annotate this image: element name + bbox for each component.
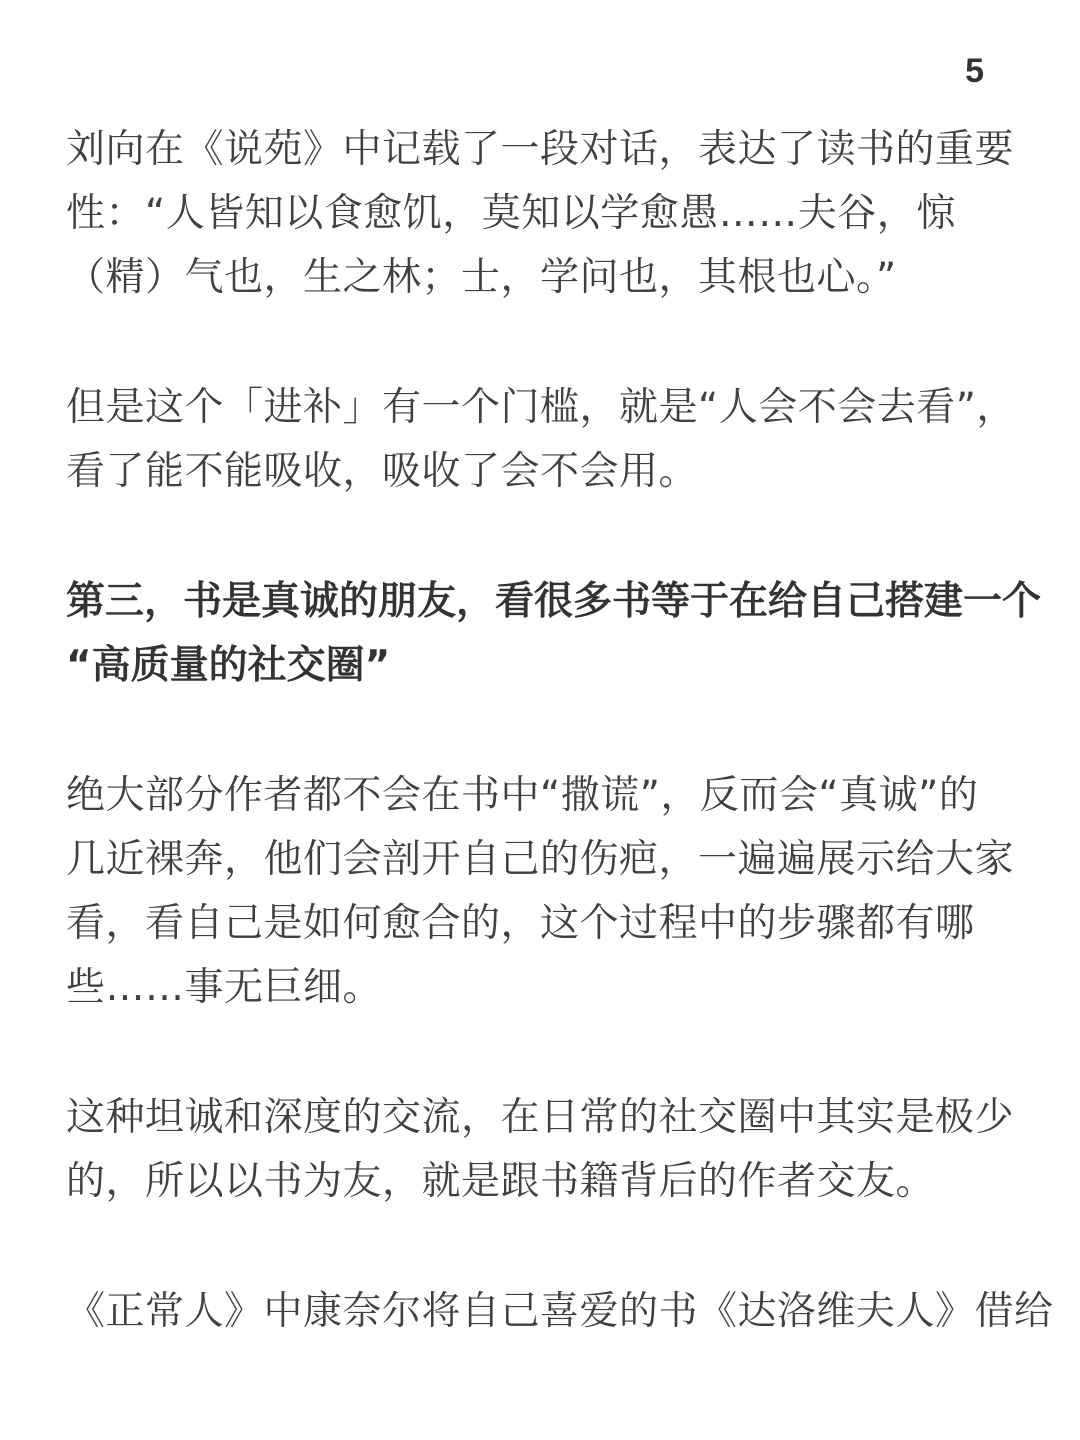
text-line: 些……事无巨细。 <box>66 965 383 1010</box>
paragraph-shuoyuan-quote <box>66 118 1016 310</box>
section-heading <box>66 570 1042 698</box>
text-line: 的，所以以书为友，就是跟书籍背后的作者交友。 <box>66 1159 936 1204</box>
paragraph-threshold <box>66 376 1016 504</box>
text-line: 几近裸奔，他们会剖开自己的伤疤，一遍遍展示给大家 <box>66 837 1015 882</box>
text-line: 但是这个「进补」有一个门槛，就是“人会不会去看”， <box>66 385 1016 430</box>
text-line: 看，看自己是如何愈合的，这个过程中的步骤都有哪 <box>66 901 975 946</box>
paragraph-normal-people <box>66 1280 1054 1344</box>
article-body <box>66 118 1054 1344</box>
paragraph-gap <box>66 1214 1016 1280</box>
heading-line: 第三，书是真诚的朋友，看很多书等于在给自己搭建一个 <box>66 579 1042 624</box>
paragraph-gap <box>66 698 1016 764</box>
text-line: 这种坦诚和深度的交流，在日常的社交圈中其实是极少 <box>66 1095 1015 1140</box>
paragraph-gap <box>66 504 1016 570</box>
text-line: 性：“人皆知以食愈饥，莫知以学愈愚……夫谷，惊 <box>66 191 956 236</box>
text-line: 刘向在《说苑》中记载了一段对话，表达了读书的重要 <box>66 127 1015 172</box>
text-line: 绝大部分作者都不会在书中“撒谎”，反而会“真诚”的 <box>66 773 979 818</box>
heading-line: “高质量的社交圈” <box>66 643 391 688</box>
paragraph-books-as-friends <box>66 1086 1016 1214</box>
text-line: 看了能不能吸收，吸收了会不会用。 <box>66 449 699 494</box>
text-line: 《正常人》中康奈尔将自己喜爱的书《达洛维夫人》借给 <box>66 1289 1054 1334</box>
paragraph-gap <box>66 310 1016 376</box>
paragraph-authors-honesty <box>66 764 1016 1020</box>
page-number: 5 <box>965 52 984 90</box>
paragraph-gap <box>66 1020 1016 1086</box>
text-line: （精）气也，生之林；士，学问也，其根也心。” <box>66 255 897 300</box>
